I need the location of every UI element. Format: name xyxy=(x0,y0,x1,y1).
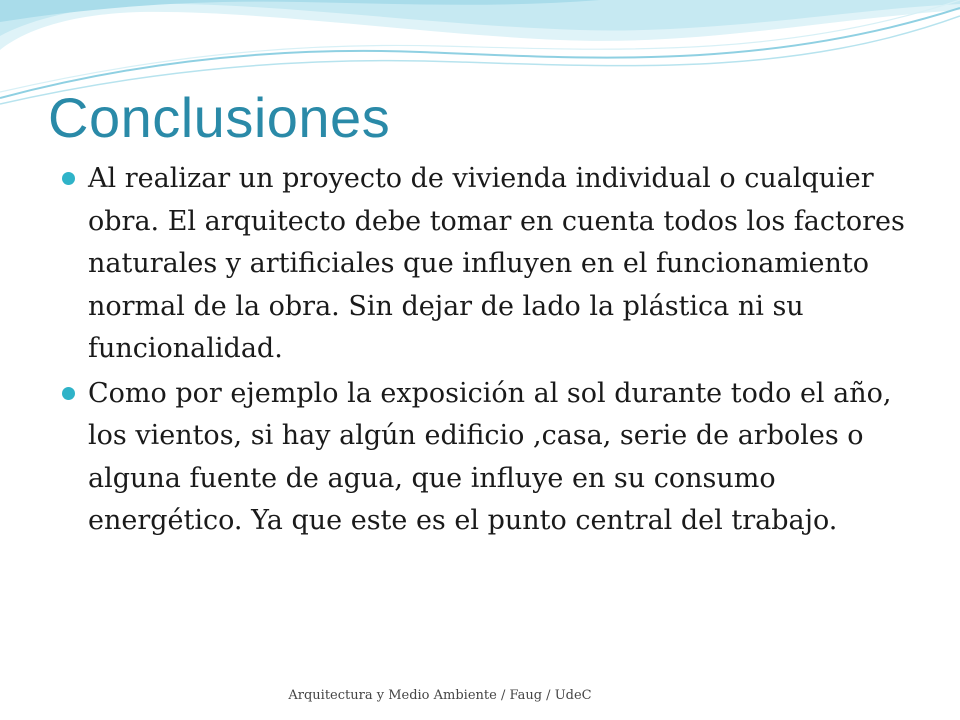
bullet-marker-icon xyxy=(62,172,75,185)
bullet-item xyxy=(60,158,920,371)
bullet-item xyxy=(60,373,920,543)
slide-title: Conclusiones xyxy=(48,86,391,149)
bullet-marker-icon xyxy=(62,387,75,400)
slide-footer: Arquitectura y Medio Ambiente / Faug / UdeC xyxy=(288,688,592,703)
bullet-text: Al realizar un proyecto de vivienda individual o cualquier obra. El arquitecto debe tomar en cuenta todos los factores naturales y artificiales que influyen en el funcionamiento normal de la obra. Sin dejar de lado la plástica ni su funcionalidad. xyxy=(88,163,905,364)
bullet-list xyxy=(60,158,920,545)
bullet-text: Como por ejemplo la exposición al sol durante todo el año, los vientos, si hay algún edificio ,casa, serie de arboles o alguna fuente de agua, que influye en su consumo energético. Ya que este es el punto central del trabajo. xyxy=(88,377,892,536)
